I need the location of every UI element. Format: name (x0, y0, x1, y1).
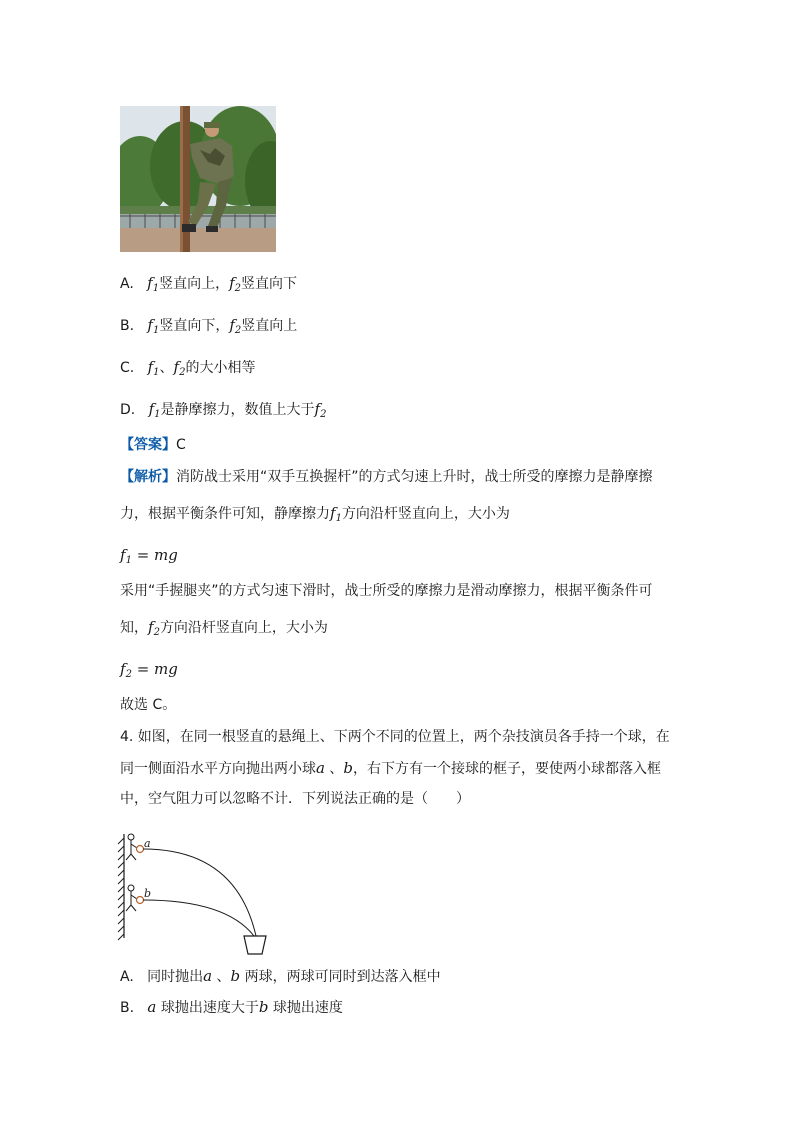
option-text: 竖直向上 (241, 318, 298, 334)
subscript: 1 (152, 283, 160, 294)
var-f2: f (314, 400, 321, 418)
subscript: 2 (320, 409, 327, 420)
answer-value: C (176, 437, 186, 453)
var-a: a (316, 759, 325, 777)
trajectory-a (143, 849, 256, 936)
var-f2: f (173, 358, 180, 376)
equation-rhs: = mg (131, 660, 178, 678)
question-text: 同一侧面沿水平方向抛出两小球 (120, 761, 316, 777)
option-text: 球抛出速度大于 (156, 1000, 259, 1016)
var-f1: f (330, 504, 336, 522)
option-letter: C. (120, 360, 135, 376)
option-text: 竖直向下 (241, 276, 298, 292)
option-text: 两球，两球可同时到达落入框中 (240, 969, 441, 985)
option-text: 竖直向上， (159, 276, 230, 292)
equation-2 (120, 659, 178, 685)
answer-label: 【答案】 (120, 437, 176, 453)
var-f2: f (229, 316, 235, 334)
question-text: 、 (324, 761, 344, 777)
subscript: 1 (335, 513, 342, 524)
analysis-line-5 (120, 695, 176, 715)
analysis-text: 消防战士采用“双手互换握杆”的方式匀速上升时，战士所受的摩擦力是静摩擦 (176, 469, 653, 485)
var-a: a (147, 998, 157, 1016)
equation-rhs: = mg (131, 546, 178, 564)
option-a-q3 (120, 273, 297, 299)
option-b-q3 (120, 315, 297, 341)
subscript: 2 (153, 627, 160, 638)
ball-b (137, 897, 144, 904)
option-letter: B. (120, 318, 135, 334)
equation-1 (120, 545, 178, 571)
wall-hatching (118, 838, 124, 940)
analysis-text: 方向沿杆竖直向上，大小为 (159, 620, 328, 636)
analysis-label: 【解析】 (120, 469, 176, 485)
answer-line (120, 435, 186, 455)
option-text: 的大小相等 (185, 360, 256, 376)
photo-illustration (120, 106, 276, 252)
option-c-q3 (120, 357, 255, 383)
option-text: 同时抛出 (147, 969, 204, 985)
analysis-line-4 (120, 617, 328, 643)
question-4-line-2 (120, 758, 661, 779)
var-f1: f (148, 400, 155, 418)
subscript: 1 (125, 555, 132, 566)
option-letter: D. (120, 402, 136, 418)
label-b: b (144, 887, 152, 900)
subscript: 1 (152, 325, 160, 336)
option-text: 、 (212, 969, 231, 985)
var-b: b (343, 759, 354, 777)
option-text: 是静摩擦力，数值上大于 (160, 402, 315, 418)
var-f2: f (148, 618, 154, 636)
analysis-line-2 (120, 503, 510, 529)
analysis-text: 力，根据平衡条件可知，静摩擦力 (120, 506, 330, 522)
var-f1: f (147, 358, 154, 376)
var-f2: f (229, 274, 235, 292)
question-4-line-1 (120, 727, 670, 747)
acrobat-upper (126, 834, 137, 860)
analysis-text: 故选 C。 (120, 697, 177, 713)
analysis-line-1 (120, 467, 653, 487)
subscript: 2 (179, 367, 186, 378)
label-a: a (144, 837, 151, 850)
var-f1: f (147, 316, 153, 334)
basket (244, 936, 266, 954)
var-a: a (203, 967, 213, 985)
option-letter: A. (120, 276, 134, 292)
subscript: 2 (125, 669, 132, 680)
option-letter: A. (120, 969, 134, 985)
projectile-diagram (116, 832, 276, 958)
var-f1: f (147, 274, 153, 292)
subscript: 2 (234, 283, 242, 294)
option-text: 球抛出速度 (268, 1000, 343, 1016)
option-a-q4 (120, 966, 441, 987)
question-text: 中，空气阻力可以忽略不计．下列说法正确的是（ ） (120, 791, 470, 807)
var-b: b (230, 967, 241, 985)
analysis-text: 采用“手握腿夹”的方式匀速下滑时，战士所受的摩擦力是滑动摩擦力，根据平衡条件可 (120, 583, 653, 599)
acrobat-lower (126, 885, 137, 911)
diagram-svg (116, 832, 276, 958)
var-b: b (258, 998, 269, 1016)
analysis-text: 知， (120, 620, 148, 636)
question-text: ，右下方有一个接球的框子，要使两小球都落入框 (353, 761, 662, 777)
option-text: 、 (159, 360, 174, 376)
analysis-line-3 (120, 581, 653, 601)
option-letter: B. (120, 1000, 135, 1016)
subscript: 2 (234, 325, 242, 336)
option-d-q3 (120, 399, 326, 425)
subscript: 1 (153, 367, 160, 378)
question-text: 4. 如图，在同一根竖直的悬绳上、下两个不同的位置上，两个杂技演员各手持一个球，在 (120, 729, 670, 745)
trajectory-b (143, 900, 254, 936)
question-4-line-3 (120, 789, 470, 809)
subscript: 1 (154, 409, 161, 420)
option-b-q4 (120, 997, 343, 1018)
option-text: 竖直向下， (159, 318, 230, 334)
var-f1: f (120, 546, 126, 564)
var-f2: f (120, 660, 126, 678)
analysis-text: 方向沿杆竖直向上，大小为 (341, 506, 510, 522)
ball-a (137, 846, 144, 853)
soldier-pole-photo (120, 106, 276, 252)
